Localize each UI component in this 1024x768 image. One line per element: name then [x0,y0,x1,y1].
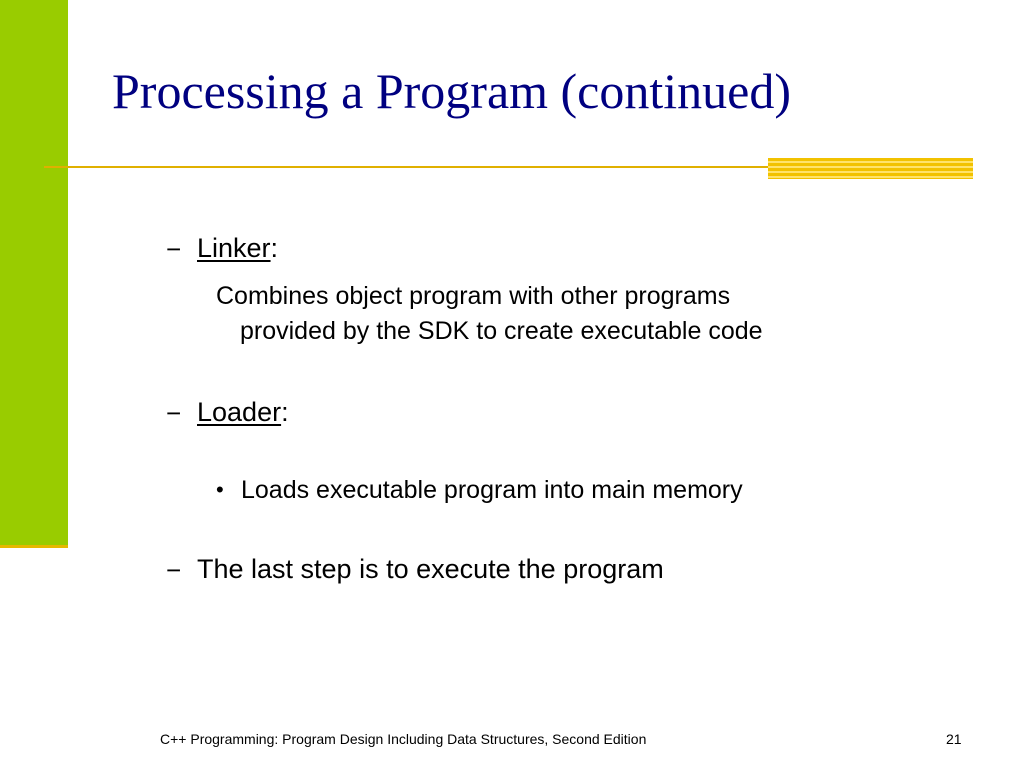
dash-bullet-icon: − [166,555,182,585]
loader-colon: : [281,397,289,427]
last-step-text: The last step is to execute the program [197,554,664,584]
dash-bullet-icon: − [166,398,182,428]
linker-description-line2: provided by the SDK to create executable code [240,317,763,345]
linker-term: Linker [197,233,271,263]
page-number: 21 [946,731,962,747]
round-bullet-icon: • [216,477,224,502]
linker-colon: : [270,233,279,263]
footer-source: C++ Programming: Program Design Including Data Structures, Second Edition [160,731,647,747]
linker-heading [197,235,278,262]
loader-sub-bullet: Loads executable program into main memory [241,476,743,504]
linker-description-line1: Combines object program with other programs [216,282,731,310]
loader-term: Loader [197,397,282,427]
slide-title: Processing a Program (continued) [112,63,792,119]
dash-bullet-icon: − [166,234,182,264]
loader-heading [197,399,289,426]
